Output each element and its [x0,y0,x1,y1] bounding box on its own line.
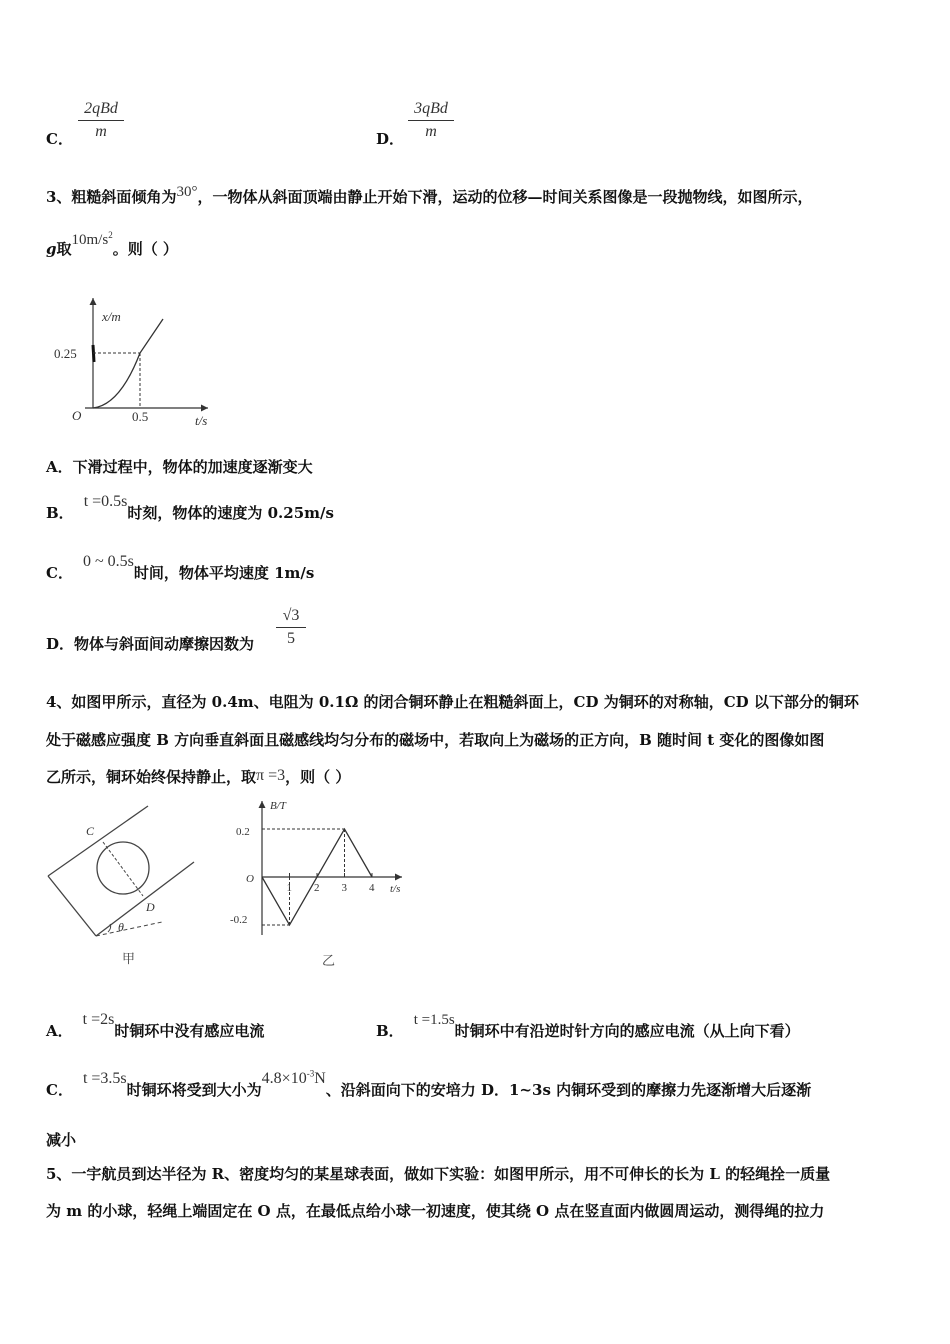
q3-option-d-fraction [276,607,306,648]
q3-stem-line2 [46,230,178,259]
q3-parabola-curve [93,319,163,408]
q4-b-tick-bottom: -0.2 [230,914,248,926]
q4-figure-yi-bt-graph [222,795,422,975]
q4-stem-line3-part-b: ，则（ ） [285,768,351,786]
q3-g-take: 取 [56,240,72,258]
q5-stem-line1: 5、一宇航员到达半径为 R、密度均匀的某星球表面，做如下实验：如图甲所示，用不可伸长的长为 L 的轻绳拴一质量 [46,1165,831,1183]
q3-g-symbol: g [46,240,57,258]
q4-cd-axis [103,842,143,896]
q4-stem-line3-part-a: 乙所示，铜环始终保持静止，取 [46,768,257,786]
q4-option-b-label: B． [376,1022,404,1040]
q4-incline-left-edge [48,876,96,936]
q4-b-tick-top: 0.2 [236,826,250,838]
q2-option-c-label: C． [46,130,73,148]
fraction-bar [276,627,306,628]
q4-option-c-label: C． [46,1081,73,1099]
q4-option-b-math: t =1.5s [413,1012,455,1028]
q4-option-c-math: t =3.5s [82,1070,127,1087]
q2-option-d-denominator: m [425,123,437,140]
q2-option-d-fraction [408,100,454,141]
q4-force-base: 4.8×10 [261,1070,307,1087]
q2-option-c-numerator: 2qBd [84,100,118,117]
q4-incline-upper-edge [48,806,148,876]
q4-stem-line3 [46,766,350,787]
q2-option-d-numerator: 3qBd [414,100,448,117]
q4-option-c-force [262,1070,326,1087]
q3-g-value [72,232,113,248]
fraction-bar [408,120,454,121]
q4-figure-jia-incline-ring [40,800,210,975]
q3-stem-part-c: 。则（ ） [112,240,178,258]
q4-stem-line1: 4、如图甲所示，直径为 0.4m、电阻为 0.1Ω 的闭合铜环静止在粗糙斜面上，CD 为铜环的对称轴，CD 以下部分的铜环 [46,693,859,711]
q3-x-tick-label: 0.5 [132,409,149,424]
q2-option-d-label: D． [376,130,405,148]
q3-option-c [46,553,315,583]
q3-option-c-label: C． [46,564,73,582]
q3-option-d-numerator: √3 [282,607,300,624]
q3-y-axis-label: x/m [102,309,121,324]
q3-option-b [46,493,334,523]
q4-origin-label: O [246,873,254,885]
fraction-bar [78,120,124,121]
q4-option-b-text: 时铜环中有沿逆时针方向的感应电流（从上向下看） [454,1022,800,1040]
q4-force-unit: N [314,1070,326,1087]
q4-pi-value: π =3 [256,767,286,784]
q3-option-d: D．物体与斜面间动摩擦因数为 [46,635,255,653]
q3-stem-part-b: ，一物体从斜面顶端由静止开始下滑，运动的位移—时间关系图像是一段抛物线，如图所示， [197,188,813,206]
q4-t-tick-label: 3 [341,882,347,894]
q4-t-tick-label: 1 [286,882,292,894]
q3-option-b-text: 时刻，物体的速度为 0.25m/s [127,504,334,522]
q4-b-axis-label: B/T [270,800,286,812]
q4-label-d: D [146,900,155,914]
q3-angle: 30° [176,184,198,200]
q3-y-tick-label: 0.25 [54,346,77,361]
q3-option-b-label: B． [46,504,74,522]
q4-option-c-text1: 时铜环将受到大小为 [126,1081,262,1099]
q3-option-a: A．下滑过程中，物体的加速度逐渐变大 [46,458,313,476]
q4-label-theta: θ [118,920,124,934]
q3-stem-part-a: 3、粗糙斜面倾角为 [46,188,177,206]
q5-stem-line2: 为 m 的小球，轻绳上端固定在 O 点，在最低点给小球一初速度，使其绕 O 点在竖直面内做圆周运动，测得绳的拉力 [46,1202,825,1220]
q4-t-axis-label: t/s [390,883,401,895]
q4-option-b [376,1012,800,1041]
q3-option-c-math: 0 ~ 0.5s [82,553,134,570]
q3-option-c-text: 时间，物体平均速度 1m/s [133,564,315,582]
q2-option-c-fraction [78,100,124,141]
q4-t-tick-label: 4 [369,882,375,894]
q4-copper-ring [97,842,149,894]
q3-x-axis-label: t/s [195,413,208,428]
q4-label-c: C [86,824,95,838]
q4-force-exponent: -3 [306,1068,315,1079]
q4-option-a-label: A． [46,1022,73,1040]
q3-option-d-denominator: 5 [287,630,295,647]
q4-stem-line2: 处于磁感应强度 B 方向垂直斜面且磁感线均匀分布的磁场中，若取向上为磁场的正方向，B 随时间 t 变化的图像如图 [46,731,825,749]
q3-stem-line1 [46,186,812,207]
q3-option-b-math: t =0.5s [83,493,128,510]
q3-displacement-time-graph [40,290,230,440]
q4-option-d-continuation: 减小 [46,1131,77,1149]
q4-option-a [46,1011,265,1041]
q4-option-a-text: 时铜环中没有感应电流 [114,1022,265,1040]
q3-g-value-base: 10m/s [71,232,109,248]
q4-option-a-math: t =2s [82,1011,115,1028]
q4-caption-yi: 乙 [322,953,336,968]
q2-option-c-denominator: m [95,123,107,140]
q3-origin-label: O [72,408,82,423]
q4-t-tick-label: 2 [314,882,320,894]
q4-caption-jia: 甲 [122,951,136,966]
q3-g-value-exponent: 2 [108,230,113,240]
q4-option-c-text2: 、沿斜面向下的安培力 D．1~3s 内铜环受到的摩擦力先逐渐增大后逐渐 [325,1081,812,1099]
